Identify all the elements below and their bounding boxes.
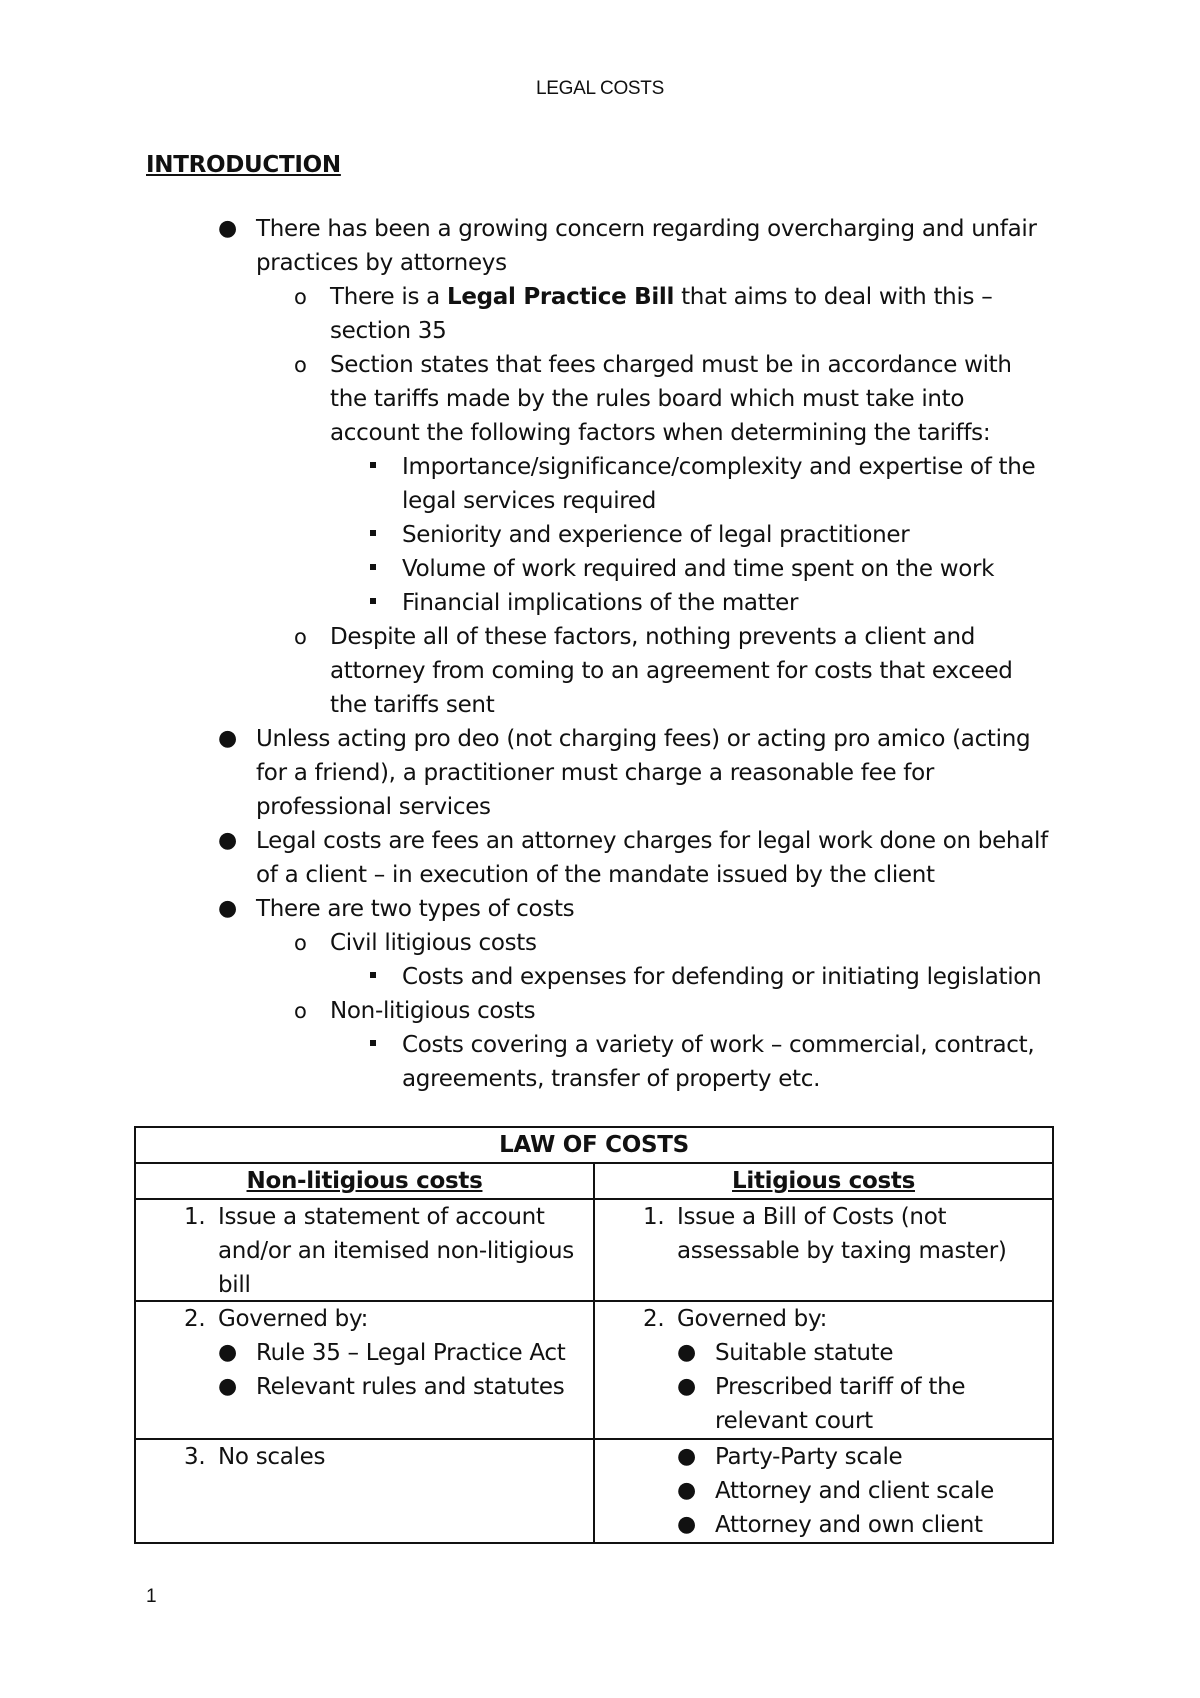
cell-text: relevant court — [715, 1408, 873, 1434]
bullet-icon: ● — [677, 1374, 696, 1399]
list-item-text: of a client – in execution of the mandate issued by the client — [256, 862, 935, 888]
list-item-text: the tariffs made by the rules board which must take into — [330, 386, 965, 412]
square-bullet-icon — [370, 462, 376, 468]
bullet-icon: ● — [218, 1374, 237, 1399]
table-cell — [594, 1199, 1053, 1301]
circle-bullet-icon: o — [294, 931, 307, 955]
table-cell — [594, 1301, 1053, 1439]
cell-text: Governed by: — [218, 1306, 369, 1332]
table-title: LAW OF COSTS — [135, 1127, 1053, 1163]
cell-text: Issue a Bill of Costs (not — [677, 1204, 947, 1230]
item-number: 3. — [184, 1444, 206, 1470]
list-item-text: There has been a growing concern regarding overcharging and unfair — [256, 216, 1037, 242]
list-item-text: Unless acting pro deo (not charging fees) or acting pro amico (acting — [256, 726, 1031, 752]
list-item-text: practices by attorneys — [256, 250, 507, 276]
circle-bullet-icon: o — [294, 999, 307, 1023]
list-item-text: the tariffs sent — [330, 692, 495, 718]
bold-term: Legal Practice Bill — [446, 284, 675, 310]
cell-text: Party-Party scale — [715, 1444, 903, 1470]
law-of-costs-table — [134, 1126, 1054, 1544]
cell-text: Attorney and client scale — [715, 1478, 994, 1504]
list-item-text: Non-litigious costs — [330, 998, 536, 1024]
table-title-row — [135, 1127, 1053, 1163]
table-row — [135, 1199, 1053, 1301]
bullet-icon: ● — [218, 726, 237, 751]
item-number: 1. — [184, 1204, 206, 1230]
page-header: LEGAL COSTS — [536, 78, 664, 99]
square-bullet-icon — [370, 564, 376, 570]
list-item-text: There are two types of costs — [256, 896, 575, 922]
list-item-text: Seniority and experience of legal practitioner — [402, 522, 910, 548]
list-item-text: Legal costs are fees an attorney charges for legal work done on behalf — [256, 828, 1048, 854]
bullet-icon: ● — [677, 1340, 696, 1365]
square-bullet-icon — [370, 598, 376, 604]
table-cell — [135, 1199, 594, 1301]
square-bullet-icon — [370, 972, 376, 978]
list-item-text: attorney from coming to an agreement for costs that exceed — [330, 658, 1013, 684]
table-cell — [135, 1301, 594, 1439]
cell-text: Issue a statement of account — [218, 1204, 545, 1230]
list-item-text: section 35 — [330, 318, 447, 344]
column-header-non-litigious: Non-litigious costs — [135, 1163, 594, 1199]
list-item-text: legal services required — [402, 488, 657, 514]
cell-text: Relevant rules and statutes — [256, 1374, 565, 1400]
list-item-text: Importance/significance/complexity and expertise of the — [402, 454, 1036, 480]
list-item-text: professional services — [256, 794, 491, 820]
bullet-icon: ● — [218, 1340, 237, 1365]
item-number: 2. — [643, 1306, 665, 1332]
bullet-icon: ● — [677, 1444, 696, 1469]
circle-bullet-icon: o — [294, 625, 307, 649]
square-bullet-icon — [370, 530, 376, 536]
bullet-icon: ● — [677, 1512, 696, 1537]
cell-text: Prescribed tariff of the — [715, 1374, 966, 1400]
item-number: 1. — [643, 1204, 665, 1230]
cell-text: Suitable statute — [715, 1340, 894, 1366]
text-run: There is a — [330, 284, 447, 310]
table-cell — [594, 1439, 1053, 1543]
list-item-text: agreements, transfer of property etc. — [402, 1066, 821, 1092]
page-number: 1 — [146, 1586, 157, 1607]
column-header-litigious: Litigious costs — [594, 1163, 1053, 1199]
list-item-text: for a friend), a practitioner must charge a reasonable fee for — [256, 760, 935, 786]
list-item-text: Costs covering a variety of work – commercial, contract, — [402, 1032, 1035, 1058]
square-bullet-icon — [370, 1040, 376, 1046]
list-item-text — [330, 280, 992, 314]
list-item-text: Section states that fees charged must be in accordance with — [330, 352, 1012, 378]
bullet-icon: ● — [218, 828, 237, 853]
cell-text: assessable by taxing master) — [677, 1238, 1007, 1264]
bullet-icon: ● — [218, 216, 237, 241]
list-item-text: Civil litigious costs — [330, 930, 537, 956]
item-number: 2. — [184, 1306, 206, 1332]
section-heading: INTRODUCTION — [146, 152, 341, 178]
bullet-icon: ● — [677, 1478, 696, 1503]
list-item-text: Financial implications of the matter — [402, 590, 799, 616]
list-item-text: Volume of work required and time spent on the work — [402, 556, 995, 582]
list-item-text: Despite all of these factors, nothing prevents a client and — [330, 624, 976, 650]
text-run: that aims to deal with this – — [674, 284, 993, 310]
cell-text: Governed by: — [677, 1306, 828, 1332]
cell-text: Rule 35 – Legal Practice Act — [256, 1340, 566, 1366]
table-row — [135, 1439, 1053, 1543]
circle-bullet-icon: o — [294, 285, 307, 309]
cell-text: Attorney and own client — [715, 1512, 983, 1538]
bullet-icon: ● — [218, 896, 237, 921]
cell-text: No scales — [218, 1444, 326, 1470]
cell-text: bill — [218, 1272, 251, 1298]
table-row — [135, 1301, 1053, 1439]
table-cell — [135, 1439, 594, 1543]
table-header-row — [135, 1163, 1053, 1199]
circle-bullet-icon: o — [294, 353, 307, 377]
list-item-text: account the following factors when determining the tariffs: — [330, 420, 991, 446]
cell-text: and/or an itemised non-litigious — [218, 1238, 574, 1264]
list-item-text: Costs and expenses for defending or initiating legislation — [402, 964, 1042, 990]
